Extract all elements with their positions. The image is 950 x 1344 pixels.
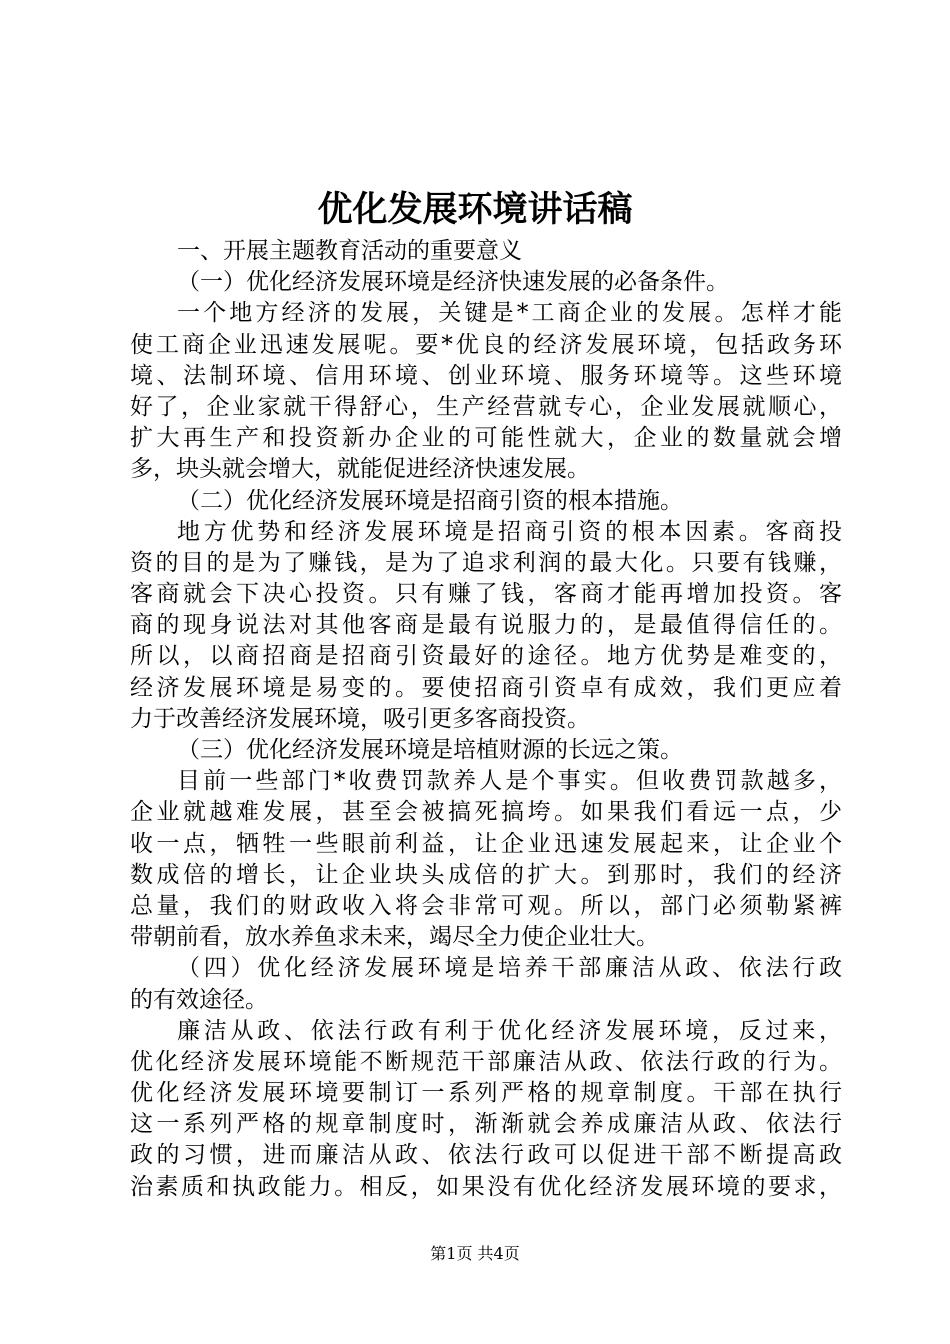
text-line: （一）优化经济发展环境是经济快速发展的必备条件。 [177,269,729,296]
text-line: 总量，我们的财政收入将会非常可观。所以，部门必须勒紧裤 [130,892,842,919]
text-line: 一个地方经济的发展，关键是*工商企业的发展。怎样才能 [177,300,842,327]
text-line: 力于改善经济发展环境，吸引更多客商投资。 [130,705,590,732]
text-line: 政的习惯，进而廉洁从政、依法行政可以促进干部不断提高政 [130,1142,842,1169]
text-line: 一、开展主题教育活动的重要意义 [177,238,522,264]
text-line: 扩大再生产和投资新办企业的可能性就大，企业的数量就会增 [130,425,842,452]
text-line: 的有效途径。 [130,986,268,1013]
text-line: 地方优势和经济发展环境是招商引资的根本因素。客商投 [177,518,842,545]
text-line: 商的现身说法对其他客商是最有说服力的，是最值得信任的。 [130,612,842,639]
text-line: 廉洁从政、依法行政有利于优化经济发展环境，反过来， [177,1017,842,1044]
document-body [130,236,842,1203]
text-line: 治素质和执政能力。相反，如果没有优化经济发展环境的要求， [130,1173,842,1200]
text-line: 使工商企业迅速发展呢。要*优良的经济发展环境，包括政务环 [130,331,842,358]
text-line: 经济发展环境是易变的。要使招商引资卓有成效，我们更应着 [130,674,842,701]
text-line: （二）优化经济发展环境是招商引资的根本措施。 [177,487,683,514]
text-line: 好了，企业家就干得舒心，生产经营就专心，企业发展就顺心， [130,393,842,420]
text-line: 多，块头就会增大，就能促进经济快速发展。 [130,456,590,483]
text-line: 所以，以商招商是招商引资最好的途径。地方优势是难变的， [130,643,842,670]
text-line: 优化经济发展环境要制订一系列严格的规章制度。干部在执行 [130,1080,842,1107]
text-line: （三）优化经济发展环境是培植财源的长远之策。 [177,737,683,763]
text-line: 资的目的是为了赚钱，是为了追求利润的最大化。只要有钱赚， [130,549,842,576]
text-line: 优化经济发展环境能不断规范干部廉洁从政、依法行政的行为。 [130,1048,842,1075]
document-title: 优化发展环境讲话稿 [317,189,633,230]
page-number-footer: 第1页 共4页 [430,1244,520,1263]
text-line: （四）优化经济发展环境是培养干部廉洁从政、依法行政 [177,955,842,982]
text-line: 带朝前看，放水养鱼求未来，竭尽全力使企业壮大。 [130,924,659,951]
text-line: 数成倍的增长，让企业块头成倍的扩大。到那时，我们的经济 [130,861,842,888]
text-line: 境、法制环境、信用环境、创业环境、服务环境等。这些环境 [130,362,842,389]
text-line: 目前一些部门*收费罚款养人是个事实。但收费罚款越多， [177,768,842,795]
text-line: 企业就越难发展，甚至会被搞死搞垮。如果我们看远一点，少 [130,799,842,826]
text-line: 客商就会下决心投资。只有赚了钱，客商才能再增加投资。客 [130,581,842,608]
text-line: 这一系列严格的规章制度时，渐渐就会养成廉洁从政、依法行 [130,1111,842,1138]
text-line: 收一点，牺牲一些眼前利益，让企业迅速发展起来，让企业个 [130,830,842,857]
